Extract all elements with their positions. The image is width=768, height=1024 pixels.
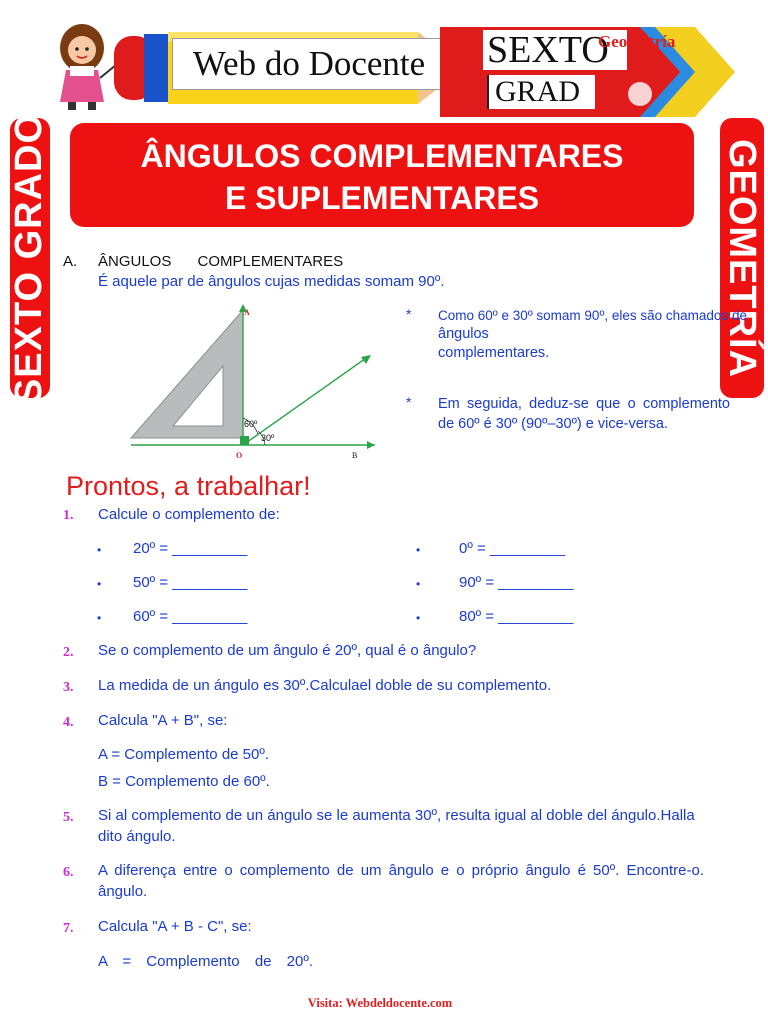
question-text: Calcula "A + B - C", se: xyxy=(98,918,252,935)
answer-item: 90º = _________ xyxy=(459,574,574,591)
bullet: • xyxy=(97,577,102,591)
question-subline: A = Complemento de 50º. xyxy=(98,746,269,763)
question-text: La medida de un ángulo es 30º.Calculael doble de su complemento. xyxy=(98,677,552,694)
angle-30-label: 30º xyxy=(261,433,275,443)
question-text: Se o complemento de um ângulo é 20º, qual é o ângulo? xyxy=(98,642,477,659)
exercises-heading: Prontos, a trabalhar! xyxy=(66,471,311,501)
note-1-line-1: Como 60º e 30º somam 90º, eles são chamados de xyxy=(438,308,747,323)
right-angle-mark xyxy=(240,436,249,445)
question-subline: B = Complemento de 60º. xyxy=(98,773,270,790)
footer-link[interactable]: Visita: Webdeldocente.com xyxy=(307,996,453,1010)
question-number: 5. xyxy=(63,810,74,825)
question-text-cont: dito ángulo. xyxy=(98,828,176,845)
section-heading: ÂNGULOS COMPLEMENTARES xyxy=(98,253,344,270)
note-2: Em seguida, deduz-se que o complemento de 60º é 30º (90º–30º) e vice-versa. xyxy=(438,396,730,432)
side-label-left-text: SEXTO GRADO xyxy=(8,112,51,404)
bullet: • xyxy=(416,611,421,625)
question-text-cont: ângulo. xyxy=(98,883,148,900)
question-number: 2. xyxy=(63,645,74,660)
subject-badge: Geometría xyxy=(598,32,676,51)
point-o-label: O xyxy=(236,451,243,460)
question-number: 4. xyxy=(63,715,74,730)
answer-item: 50º = _________ xyxy=(133,574,248,591)
question-text: A diferença entre o complemento de um ângulo e o próprio ângulo é 50º. Encontre-o. xyxy=(98,862,704,879)
note-marker: * xyxy=(406,394,412,410)
title-line-1: ÂNGULOS COMPLEMENTARES xyxy=(140,138,624,174)
question-text: Si al complemento de un ángulo se le aumenta 30º, resulta igual al doble del ángulo.Halla xyxy=(98,807,695,824)
bullet: • xyxy=(97,611,102,625)
ray-oc xyxy=(243,356,369,445)
question-text: Calcula "A + B", se: xyxy=(98,712,228,729)
question-subline: A = Complemento de 20º. xyxy=(98,953,313,970)
page-title xyxy=(70,123,694,227)
side-label-left xyxy=(8,112,51,404)
note-1-line-3: complementares. xyxy=(438,345,550,361)
angle-60-label: 60º xyxy=(244,419,258,429)
complementary-angles-diagram xyxy=(125,300,385,465)
note-1-line-2: ângulos xyxy=(438,326,489,342)
grade-badge-bottom: GRAD xyxy=(487,75,595,109)
bullet: • xyxy=(416,543,421,557)
question-text: Calcule o complemento de: xyxy=(98,506,280,523)
question-number: 3. xyxy=(63,680,74,695)
question-number: 6. xyxy=(63,865,74,880)
note-marker: * xyxy=(406,306,412,322)
bullet: • xyxy=(97,543,102,557)
title-line-2: E SUPLEMENTARES xyxy=(224,180,540,216)
side-label-right-text: GEOMETRÍA xyxy=(721,138,764,378)
point-b-label: B xyxy=(352,451,358,460)
answer-item: 20º = _________ xyxy=(133,540,248,557)
point-a-label: A xyxy=(244,308,250,317)
answer-item: 60º = _________ xyxy=(133,608,248,625)
section-definition: É aquele par de ângulos cujas medidas somam 90º. xyxy=(98,273,445,290)
section-letter: A. xyxy=(63,253,78,270)
answer-item: 80º = _________ xyxy=(459,608,574,625)
note-1 xyxy=(438,306,747,363)
brand-title: Web do Docente xyxy=(172,38,446,90)
answer-item: 0º = _________ xyxy=(459,540,565,557)
grade-badge-top: SEXTO xyxy=(483,30,627,70)
question-number: 1. xyxy=(63,508,74,523)
bullet: • xyxy=(416,577,421,591)
question-number: 7. xyxy=(63,921,74,936)
